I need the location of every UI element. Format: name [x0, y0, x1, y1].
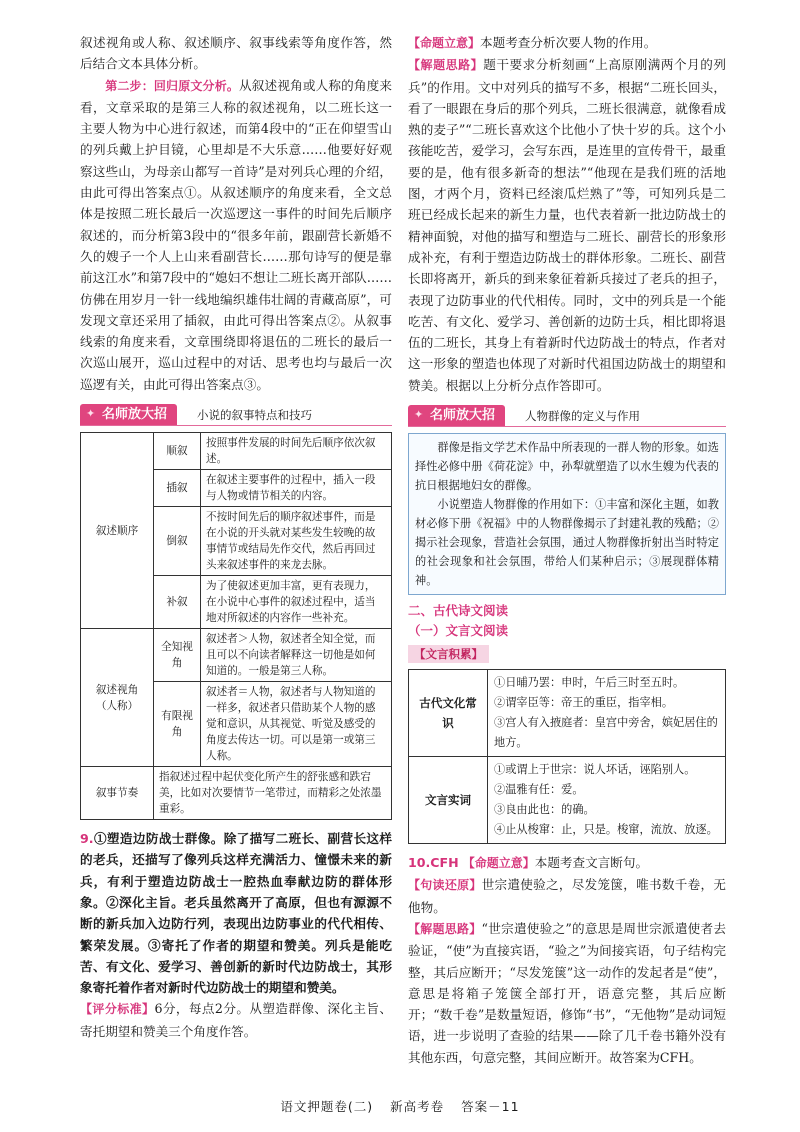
desc-cell: 在叙述主要事件的过程中，插入一段与人物或情节相关的内容。	[201, 470, 392, 507]
solution-text: 题干要求分析刻画“上高原刚满两个月的列兵”的作用。文中对列兵的描写不多，根据“二班长回头，看了一眼跟在身后的那个列兵，二班长很满意，就像看成熟的麦子”“二班长喜欢这个比他小了快十岁的兵。这个小孩能吃苦，爱学习，会写东西，是连里的宣传骨干，最重要的是，他有很多新奇的想法”“他现在是我们班的活地图，才两个月，资料已经滚瓜烂熟了”等，可知列兵是二班已经成长起来的新生力量，也代表着新一批边防战士的精神面貌，对他的描写和塑造与二班长、副营长的形象形成补充，有利于塑造边防战士的群体形象。二班长、副营长即将离开，新兵的到来象征着新兵接过了老兵的担子，表现了边防事业的代代相传。同时，文中的列兵是一个能吃苦、有文化、爱学习、善创新的边防士兵，相比即将退伍的二班长，其身上有着新时代边防战士的特点，作者对这一形象的塑造也体现了对新时代祖国边防战士的期望和赞美。根据以上分析分点作答即可。	[408, 57, 726, 393]
footer-page: 答案－11	[461, 1099, 520, 1114]
tips-badge-label: 名师放大招	[430, 408, 496, 424]
box-paragraph: 小说塑造人物群像的作用如下：①丰富和深化主题，如教材必修下册《祝福》中的人物群像揭示了封建礼教的残酷；②揭示社会现象，营造社会氛围，通过人物群像折射出当时特定的社会现象和社会氛围，带给人们某种启示；③展现群体精神。	[415, 498, 719, 588]
page-footer	[0, 1097, 800, 1115]
desc-cell: 叙述者＝人物，叙述者与人物知道的一样多，叙述者只借助某个人物的感觉和意识，从其视觉、听觉及感受的角度去传达一切。可以是第一或第三人称。	[201, 682, 392, 767]
footer-exam: 新高考卷	[390, 1099, 445, 1114]
table-row	[409, 670, 726, 757]
q9-answer	[80, 828, 392, 998]
box-paragraph: 群像是指文学艺术作品中所表现的一群人物的形象。如选择性必修中册《荷花淀》中，孙犁就塑造了以水生嫂为代表的抗日根据地妇女的群像。	[415, 441, 719, 493]
culture-items	[488, 670, 726, 757]
words-items	[488, 757, 726, 844]
q10-number: 10.CFH	[408, 855, 459, 871]
group-perspective: 叙述视角（人称）	[81, 629, 154, 767]
solution-tag: 【解题思路】	[408, 58, 484, 73]
list-item: ②谓宰臣等：帝王的重臣，指宰相。	[494, 696, 674, 710]
step2-tag: 第二步：回归原文分析。	[105, 78, 240, 93]
restore-tag: 【句读还原】	[408, 878, 482, 893]
solution-paragraph	[408, 54, 726, 396]
list-item: ①日晡乃罢：申时，午后三时至五时。	[494, 676, 685, 690]
desc-cell: 按照事件发展的时间先后顺序依次叙述。	[201, 433, 392, 470]
step2-paragraph	[80, 75, 392, 395]
words-label: 文言实词	[409, 757, 488, 844]
tips-banner-group	[408, 406, 726, 427]
wenyan-tag-row	[408, 643, 726, 663]
tips-badge-label: 名师放大招	[102, 407, 168, 423]
wenyan-table	[408, 669, 726, 844]
tips-badge	[408, 405, 505, 426]
score-tag: 【评分标准】	[80, 1002, 155, 1017]
q9-text: ①塑造边防战士群像。除了描写二班长、副营长这样的老兵，还描写了像列兵这样充满活力、憧憬未来的新兵，有利于塑造边防战士一腔热血奉献边防的群体形象。②深化主旨。老兵虽然离开了高原，但也有源源不断的新兵加入边防行列，表现出边防事业的代代相传、繁荣发展。③寄托了作者的期望和赞美。列兵是能吃苦、有文化、爱学习、善创新的新时代边防战士，其形象寄托着作者对新时代边防战士的期望和赞美。	[80, 831, 392, 996]
score-text: 6分，每点2分。从塑造群像、深化主旨、寄托期望和赞美三个角度作答。	[80, 1001, 392, 1039]
narrative-technique-table	[80, 432, 392, 820]
tips-banner-title: 人物群像的定义与作用	[525, 409, 641, 424]
table-row	[81, 433, 392, 470]
type-cell: 倒叙	[154, 507, 201, 576]
q10-restore	[408, 874, 726, 918]
restore-text: 世宗遣使验之，尽发笼箧，唯书数千卷，无他物。	[408, 877, 726, 915]
q10-line	[408, 852, 726, 874]
footer-paper: 语文押题卷(二)	[280, 1099, 374, 1114]
subsection-title: （一）文言文阅读	[408, 623, 509, 639]
list-item: ③宫人有入掖庭者：皇宫中旁舍，嫔妃居住的地方。	[494, 716, 718, 750]
desc-cell: 指叙述过程中起伏变化所产生的舒张感和跌宕美，比如对次要情节一笔带过，而精彩之处浓墨重彩。	[154, 767, 392, 820]
list-item: ④止从梭窜：止，只是。梭窜，流放、放逐。	[494, 823, 718, 837]
desc-cell: 不按时间先后的顺序叙述事件，而是在小说的开头就对某些发生较晚的故事情节或结局先作交代，然后再回过头来叙述事件的来龙去脉。	[201, 507, 392, 576]
wenyan-tag: 【文言积累】	[408, 645, 489, 663]
type-cell: 顺叙	[154, 433, 201, 470]
tips-banner-title: 小说的叙事特点和技巧	[197, 408, 313, 423]
type-cell: 全知视角	[154, 629, 201, 682]
group-order: 叙述顺序	[81, 433, 154, 629]
group-rhythm: 叙事节奏	[81, 767, 154, 820]
step2-text: 从叙述视角或人称的角度来看，文章采取的是第三人称的叙述视角，以二班长这一主要人物为中心进行叙述，而第4段中的“正在仰望雪山的列兵戴上护目镜，心里却是不大乐意……他要好好观察这些山，为母亲山都写一首诗”是对列兵心理的介绍，由此可得出答案点①。从叙述顺序的角度来看，全文总体是按照二班长最后一次巡逻这一事件的时间先后顺序叙述的，而分析第3段中的“很多年前，跟副营长新婚不久的嫂子一个人上山来看副营长……那句诗写的便是靠前这江水”和第7段中的“媳妇不想让二班长离开部队……仿佛在用岁月一针一线地编织雄伟壮阔的青藏高原”，可发现文章还采用了插叙，由此可得出答案点②。从叙事线索的角度来看，文章围绕即将退伍的二班长的最后一次巡山展开，巡山过程中的对话、思考也均与最后一次巡逻有关，由此可得出答案点③。	[80, 77, 392, 392]
q10-intent-text: 本题考查文言断句。	[534, 855, 649, 871]
right-column	[408, 32, 726, 1068]
star-icon: ✦	[86, 407, 96, 421]
section-title: 二、古代诗文阅读	[408, 603, 509, 619]
type-cell: 插叙	[154, 470, 201, 507]
tips-badge	[80, 404, 177, 425]
type-cell: 补叙	[154, 576, 201, 629]
list-item: ③良由此也：的确。	[494, 803, 595, 817]
star-icon: ✦	[414, 408, 424, 422]
q10-intent-tag: 【命题立意】	[462, 856, 535, 871]
intent-tag: 【命题立意】	[408, 36, 481, 50]
list-item: ①或谓上于世宗：说人坏话，诬陷别人。	[494, 763, 696, 777]
intent-line	[408, 32, 726, 54]
desc-cell: 叙述者＞人物，叙述者全知全觉，而且可以不向读者解释这一切他是如何知道的。一般是第三人称。	[201, 629, 392, 682]
desc-cell: 为了使叙述更加丰富，更有表现力，在小说中心事件的叙述过程中，适当地对所叙述的内容作一些补充。	[201, 576, 392, 629]
left-column	[80, 32, 392, 1042]
q10-solution-text: “世宗遣使验之”的意思是周世宗派遣使者去验证，“使”为直接宾语，“验之”为间接宾语，句子结构完整，其后应断开；“尽发笼箧”这一动作的发起者是“使”，意思是将箱子笼箧全部打开，语意完整，其后应断开；“数千卷”是数量短语，修饰“书”，“无他物”是动词短语，进一步说明了查验的结果——除了几千卷书籍外没有其他东西，句意完整，其间应断开。故答案为CFH。	[408, 920, 726, 1065]
culture-label: 古代文化常识	[409, 670, 488, 757]
q10-solution-tag: 【解题思路】	[408, 921, 482, 936]
q10-solution	[408, 918, 726, 1068]
intro-paragraph: 叙述视角或人称、叙述顺序、叙事线索等角度作答，然后结合文本具体分析。	[80, 35, 392, 72]
tips-banner-narrative	[80, 405, 392, 426]
table-row	[81, 629, 392, 682]
q9-score	[80, 998, 392, 1042]
q9-number: 9.	[80, 831, 94, 847]
type-cell: 有限视角	[154, 682, 201, 767]
table-row	[409, 757, 726, 844]
group-portrait-box	[408, 433, 726, 595]
table-row	[81, 767, 392, 820]
intent-text: 本题考查分析次要人物的作用。	[480, 35, 657, 50]
list-item: ②温雅有任：爱。	[494, 783, 584, 797]
